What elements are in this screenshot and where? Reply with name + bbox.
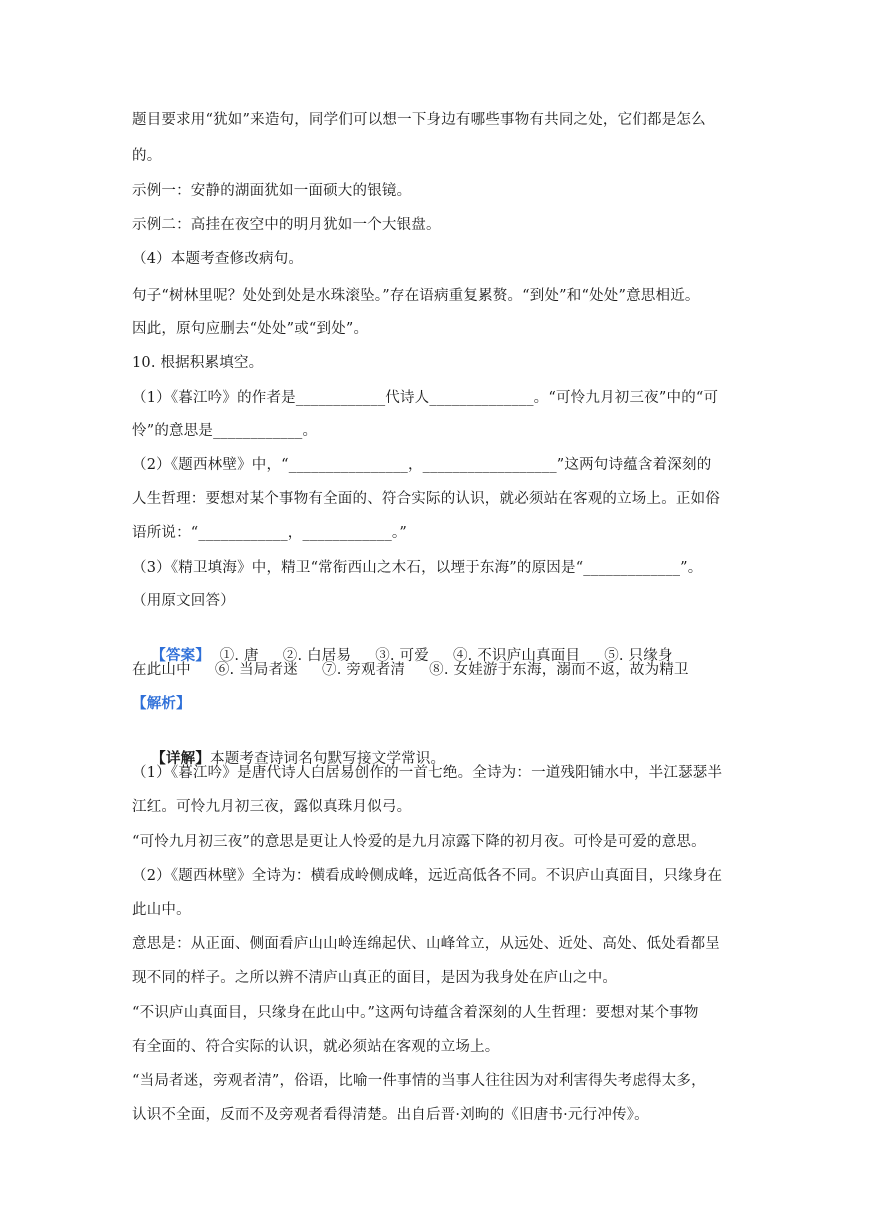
answer-line-continued: 在此山中 ⑥. 当局者迷 ⑦. 旁观者清 ⑧. 女娃游于东海，溺而不返，故为精卫 xyxy=(132,662,689,678)
text-line: 江红。可怜九月初三夜，露似真珠月似弓。 xyxy=(132,799,412,815)
text-line: （2）《题西林壁》中，“________________，__________________”这两句诗蕴含着深刻的 xyxy=(132,457,712,473)
text-line: 人生哲理：要想对某个事物有全面的、符合实际的认识，就必须站在客观的立场上。正如俗 xyxy=(132,491,720,507)
text-line: 意思是：从正面、侧面看庐山山岭连绵起伏、山峰耸立，从远处、近处、高处、低处看都呈 xyxy=(132,936,720,952)
text-line: 的。 xyxy=(132,148,162,164)
question-10-title: 10. 根据积累填空。 xyxy=(132,355,264,371)
text-line: “不识庐山真面目，只缘身在此山中。”这两句诗蕴含着深刻的人生哲理：要想对某个事物 xyxy=(132,1005,699,1021)
text-line: 语所说：“____________，____________。” xyxy=(132,525,407,541)
answer-tag: 【答案】 xyxy=(151,647,211,664)
text-line: （1）《暮江吟》是唐代诗人白居易创作的一首七绝。全诗为：一道残阳铺水中，半江瑟瑟半 xyxy=(132,765,723,781)
text-line: 题目要求用“犹如”来造句，同学们可以想一下身边有哪些事物有共同之处，它们都是怎么 xyxy=(132,112,706,128)
text-line: 认识不全面，反而不及旁观者看得清楚。出自后晋·刘昫的《旧唐书·元行冲传》。 xyxy=(132,1107,649,1123)
answer-text: ①. 唐 ②. 白居易 ③. 可爱 ④. 不识庐山真面目 ⑤. 只缘身 xyxy=(210,648,673,664)
text-line: 因此，原句应删去“处处”或“到处”。 xyxy=(132,321,369,337)
text-line: （1）《暮江吟》的作者是____________代诗人______________。“可怜九月初三夜”中的“可 xyxy=(132,390,719,406)
text-line: 怜”的意思是____________。 xyxy=(132,423,318,439)
text-line: 有全面的、符合实际的认识，就必须站在客观的立场上。 xyxy=(132,1039,500,1055)
detail-text: 本题考查诗词名句默写接文学常识。 xyxy=(210,751,446,767)
text-line: “当局者迷，旁观者清”，俗语，比喻一件事情的当事人往往因为对利害得失考虑得太多， xyxy=(132,1073,706,1089)
text-line: “可怜九月初三夜”的意思是更让人怜爱的是九月凉露下降的初月夜。可怜是可爱的意思。 xyxy=(132,834,706,850)
text-line: 此山中。 xyxy=(132,902,191,918)
text-line: 示例二：高挂在夜空中的明月犹如一个大银盘。 xyxy=(132,217,441,233)
text-line: （用原文回答） xyxy=(132,593,235,609)
text-line: 示例一：安静的湖面犹如一面硕大的银镜。 xyxy=(132,183,412,199)
analysis-tag: 【解析】 xyxy=(132,695,191,712)
text-line: （4）本题考查修改病句。 xyxy=(132,251,304,267)
text-line: （2）《题西林壁》全诗为：横看成岭侧成峰，远近高低各不同。不识庐山真面目，只缘身在 xyxy=(132,868,723,884)
detail-tag: 【详解】 xyxy=(151,750,211,767)
text-line: 句子“树林里呢？处处到处是水珠滚坠。”存在语病重复累赘。“到处”和“处处”意思相近。 xyxy=(132,288,700,304)
text-line: 现不同的样子。之所以辨不清庐山真正的面目，是因为我身处在庐山之中。 xyxy=(132,970,618,986)
text-line: （3）《精卫填海》中，精卫“常衔西山之木石，以堙于东海”的原因是“_____________”。 xyxy=(132,560,703,576)
